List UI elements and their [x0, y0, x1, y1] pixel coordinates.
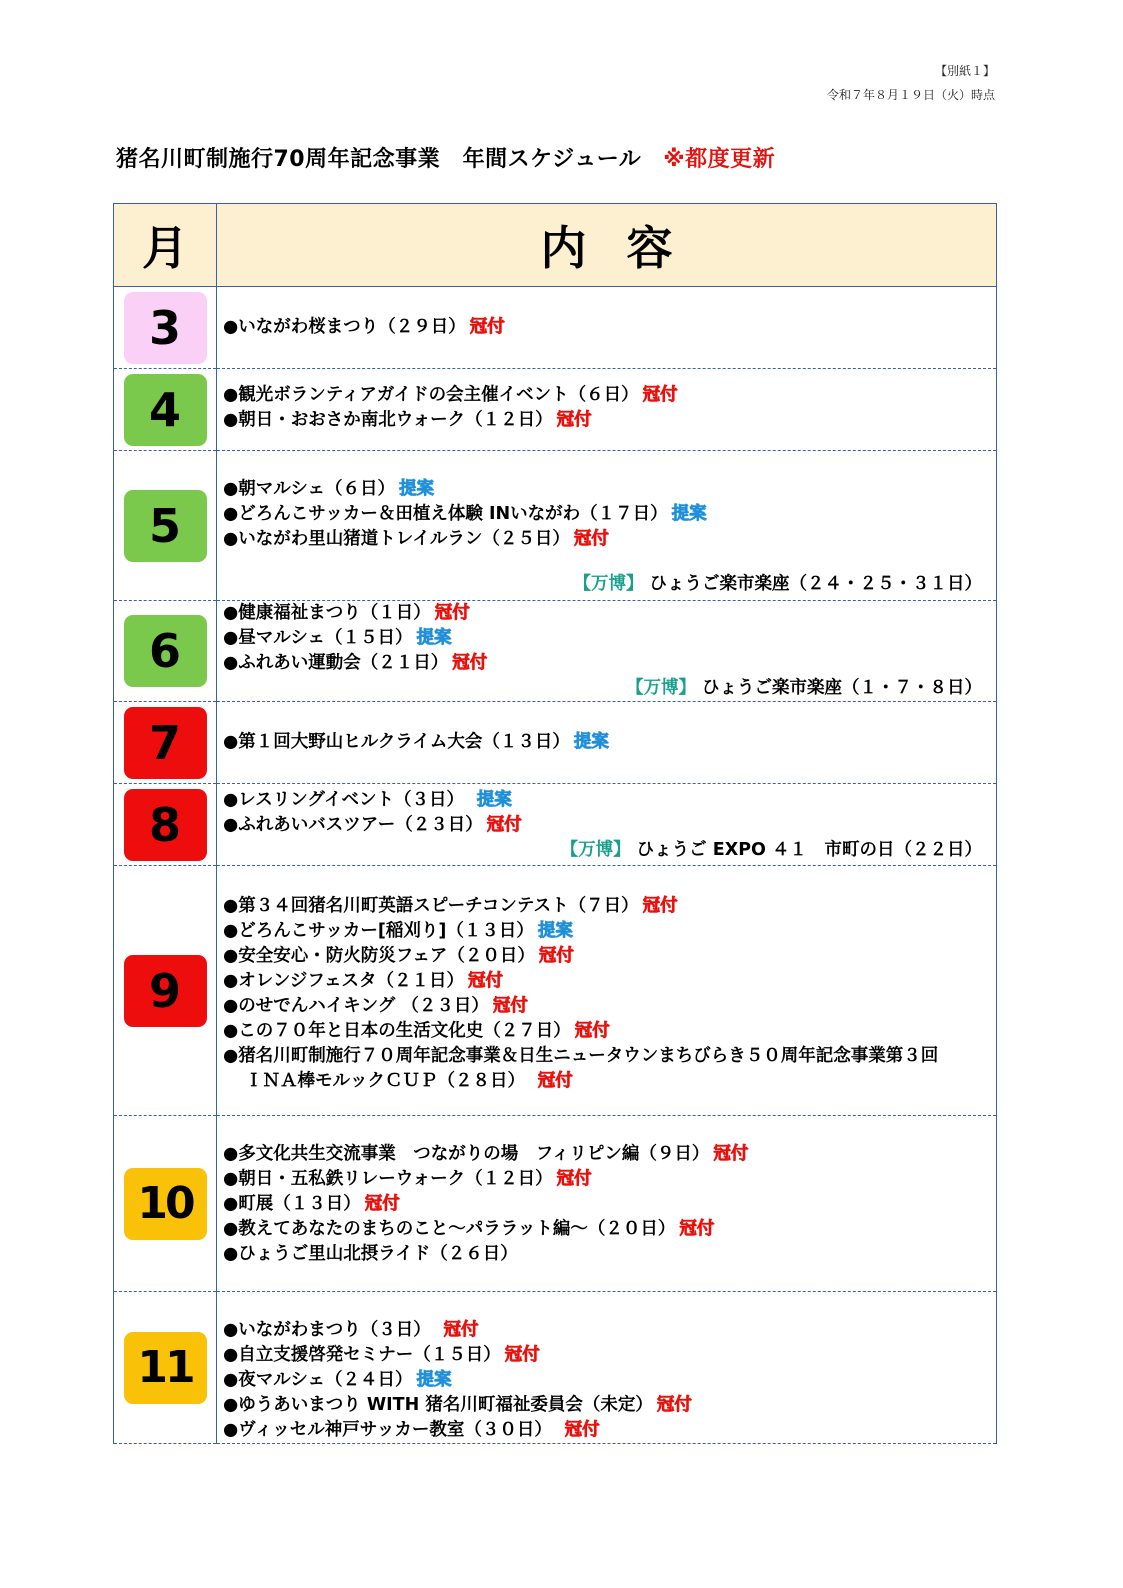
event-text: ●第３４回猪名川町英語スピーチコンテスト（７日）: [223, 896, 639, 916]
event-text: ●どろんこサッカー＆田植え体験 INいながわ（１７日）: [223, 504, 668, 524]
event-text: ●夜マルシェ（２４日）: [223, 1370, 413, 1390]
sponsored-tag: 冠付: [574, 1021, 610, 1041]
sponsored-tag: 冠付: [364, 1194, 400, 1214]
proposal-tag: 提案: [416, 1370, 452, 1390]
event-list: [223, 287, 982, 340]
event-text: ●いながわ桜まつり（２９日）: [223, 317, 466, 337]
schedule-row: [114, 784, 997, 866]
month-badge: 4: [124, 374, 207, 446]
month-cell: [114, 866, 217, 1116]
month-cell: [114, 1116, 217, 1292]
month-cell: [114, 784, 217, 866]
event-list: [223, 1116, 982, 1267]
event-text: ●自立支援啓発セミナー（１５日）: [223, 1345, 501, 1365]
event-list: [223, 601, 982, 676]
month-cell: [114, 1292, 217, 1444]
event-text: ●ふれあい運動会（２１日）: [223, 653, 449, 673]
event-item: [223, 788, 982, 813]
event-item: [223, 1217, 982, 1242]
event-item: [223, 1393, 982, 1418]
event-item: [223, 1368, 982, 1393]
schedule-row: [114, 601, 997, 702]
event-item: [223, 601, 982, 626]
sponsored-tag: 冠付: [469, 317, 505, 337]
event-item: [223, 1318, 982, 1343]
month-column-header: 月: [114, 204, 217, 287]
event-item: [223, 1069, 982, 1094]
event-text: ●のせでんハイキング （２３日）: [223, 996, 489, 1016]
expo-text: ひょうご EXPO ４１ 市町の日（２２日）: [636, 840, 982, 860]
event-list: [223, 1292, 982, 1443]
month-cell: [114, 702, 217, 784]
sponsored-tag: 冠付: [564, 1420, 600, 1440]
event-item: [223, 969, 982, 994]
schedule-row: [114, 702, 997, 784]
expo-event: [223, 838, 982, 863]
event-text: ●ヴィッセル神戸サッカー教室（３０日）: [223, 1420, 561, 1440]
expo-badge: 【万博】: [626, 678, 696, 698]
event-text: ●いながわ里山猪道トレイルラン（２５日）: [223, 529, 570, 549]
event-text: ●第１回大野山ヒルクライム大会（１３日）: [223, 732, 570, 752]
month-badge: 8: [124, 789, 207, 861]
sponsored-tag: 冠付: [679, 1219, 715, 1239]
event-item: [223, 994, 982, 1019]
sponsored-tag: 冠付: [573, 529, 609, 549]
sponsored-tag: 冠付: [713, 1144, 749, 1164]
expo-event: [223, 572, 982, 597]
event-text: ●この７０年と日本の生活文化史（２７日）: [223, 1021, 571, 1041]
proposal-tag: 提案: [671, 504, 707, 524]
event-item: [223, 813, 982, 838]
proposal-tag: 提案: [476, 790, 512, 810]
proposal-tag: 提案: [573, 732, 609, 752]
page-title: [116, 142, 775, 173]
event-text: ●猪名川町制施行７０周年記念事業＆日生ニュータウンまちびらき５０周年記念事業第３回: [223, 1046, 939, 1066]
event-content-cell: [217, 784, 997, 866]
event-item: [223, 315, 982, 340]
event-text: ●レスリングイベント（３日）: [223, 790, 473, 810]
event-text: ●教えてあなたのまちのこと～パララット編～（２０日）: [223, 1219, 676, 1239]
event-item: [223, 626, 982, 651]
event-item: [223, 1019, 982, 1044]
sponsored-tag: 冠付: [538, 946, 574, 966]
event-text: ●いながわまつり（３日）: [223, 1320, 440, 1340]
schedule-header-row: [114, 204, 997, 287]
proposal-tag: 提案: [537, 921, 573, 941]
schedule-row: [114, 369, 997, 451]
event-item: [223, 1343, 982, 1368]
content-column-header: 内容: [217, 204, 997, 287]
schedule-row: [114, 1292, 997, 1444]
expo-text: ひょうご楽市楽座（１・７・８日）: [702, 678, 982, 698]
event-item: [223, 1192, 982, 1217]
month-badge: 7: [124, 707, 207, 779]
event-item: [223, 383, 982, 408]
sponsored-tag: 冠付: [537, 1071, 573, 1091]
event-item: [223, 730, 982, 755]
event-item: [223, 1242, 982, 1267]
event-item: [223, 1418, 982, 1443]
schedule-row: [114, 451, 997, 601]
event-content-cell: [217, 702, 997, 784]
sponsored-tag: 冠付: [556, 1169, 592, 1189]
event-text: ●安全安心・防火防災フェア（２０日）: [223, 946, 535, 966]
schedule-row: [114, 287, 997, 369]
event-content-cell: [217, 1116, 997, 1292]
sponsored-tag: 冠付: [434, 603, 470, 623]
event-text: ●昼マルシェ（１５日）: [223, 628, 413, 648]
month-cell: [114, 451, 217, 601]
sponsored-tag: 冠付: [468, 971, 504, 991]
event-item: [223, 477, 982, 502]
month-badge: 5: [124, 490, 207, 562]
event-item: [223, 894, 982, 919]
month-badge: 6: [124, 615, 207, 687]
sponsored-tag: 冠付: [452, 653, 488, 673]
event-text: ＩＮＡ棒モルックＣＵＰ（２８日）: [245, 1071, 534, 1091]
sponsored-tag: 冠付: [556, 410, 592, 430]
event-item: [223, 651, 982, 676]
event-list: [223, 702, 982, 755]
event-text: ●朝日・五私鉄リレーウォーク（１２日）: [223, 1169, 553, 1189]
event-list: [223, 784, 982, 838]
event-item: [223, 527, 982, 552]
sponsored-tag: 冠付: [504, 1345, 540, 1365]
event-item: [223, 1044, 982, 1069]
expo-badge: 【万博】: [573, 574, 644, 594]
event-list: [223, 369, 982, 433]
event-list: [223, 866, 982, 1094]
month-cell: [114, 601, 217, 702]
event-item: [223, 919, 982, 944]
event-text: ●健康福祉まつり（１日）: [223, 603, 431, 623]
event-text: ●観光ボランティアガイドの会主催イベント（６日）: [223, 385, 639, 405]
event-item: [223, 944, 982, 969]
event-text: ●ゆうあいまつり WITH 猪名川町福祉委員会（未定）: [223, 1395, 653, 1415]
schedule-row: [114, 866, 997, 1116]
month-badge: 9: [124, 955, 207, 1027]
month-badge: 10: [124, 1168, 207, 1240]
event-text: ●どろんこサッカー[稲刈り]（１３日）: [223, 921, 534, 941]
proposal-tag: 提案: [416, 628, 452, 648]
title-update-note: ※都度更新: [663, 147, 776, 172]
expo-event: [223, 676, 982, 701]
event-content-cell: [217, 601, 997, 702]
month-badge: 11: [124, 1332, 207, 1404]
event-content-cell: [217, 369, 997, 451]
sponsored-tag: 冠付: [656, 1395, 692, 1415]
sponsored-tag: 冠付: [443, 1320, 479, 1340]
event-item: [223, 1142, 982, 1167]
event-item: [223, 1167, 982, 1192]
sponsored-tag: 冠付: [642, 385, 678, 405]
title-main: 猪名川町制施行70周年記念事業 年間スケジュール: [116, 147, 642, 172]
event-text: ●ひょうご里山北摂ライド（２６日）: [223, 1244, 518, 1264]
event-text: ●朝日・おおさか南北ウォーク（１２日）: [223, 410, 553, 430]
event-text: ●オレンジフェスタ（２１日）: [223, 971, 465, 991]
month-cell: [114, 369, 217, 451]
event-item: [223, 502, 982, 527]
month-cell: [114, 287, 217, 369]
sponsored-tag: 冠付: [642, 896, 678, 916]
sponsored-tag: 冠付: [492, 996, 528, 1016]
sponsored-tag: 冠付: [486, 815, 522, 835]
event-content-cell: [217, 451, 997, 601]
proposal-tag: 提案: [398, 479, 434, 499]
schedule-table: [113, 203, 997, 1444]
as-of-date: 令和７年８月１９日（火）時点: [826, 88, 995, 102]
event-list: [223, 451, 982, 552]
event-content-cell: [217, 866, 997, 1116]
schedule-row: [114, 1116, 997, 1292]
event-content-cell: [217, 1292, 997, 1444]
expo-text: ひょうご楽市楽座（２４・２５・３１日）: [649, 574, 982, 594]
expo-badge: 【万博】: [560, 840, 631, 860]
event-text: ●ふれあいバスツアー（２３日）: [223, 815, 483, 835]
month-badge: 3: [124, 292, 207, 364]
event-content-cell: [217, 287, 997, 369]
annex-label: 【別紙１】: [934, 64, 995, 78]
event-text: ●朝マルシェ（６日）: [223, 479, 395, 499]
event-text: ●町展（１３日）: [223, 1194, 361, 1214]
event-item: [223, 408, 982, 433]
event-text: ●多文化共生交流事業 つながりの場 フィリピン編（９日）: [223, 1144, 710, 1164]
